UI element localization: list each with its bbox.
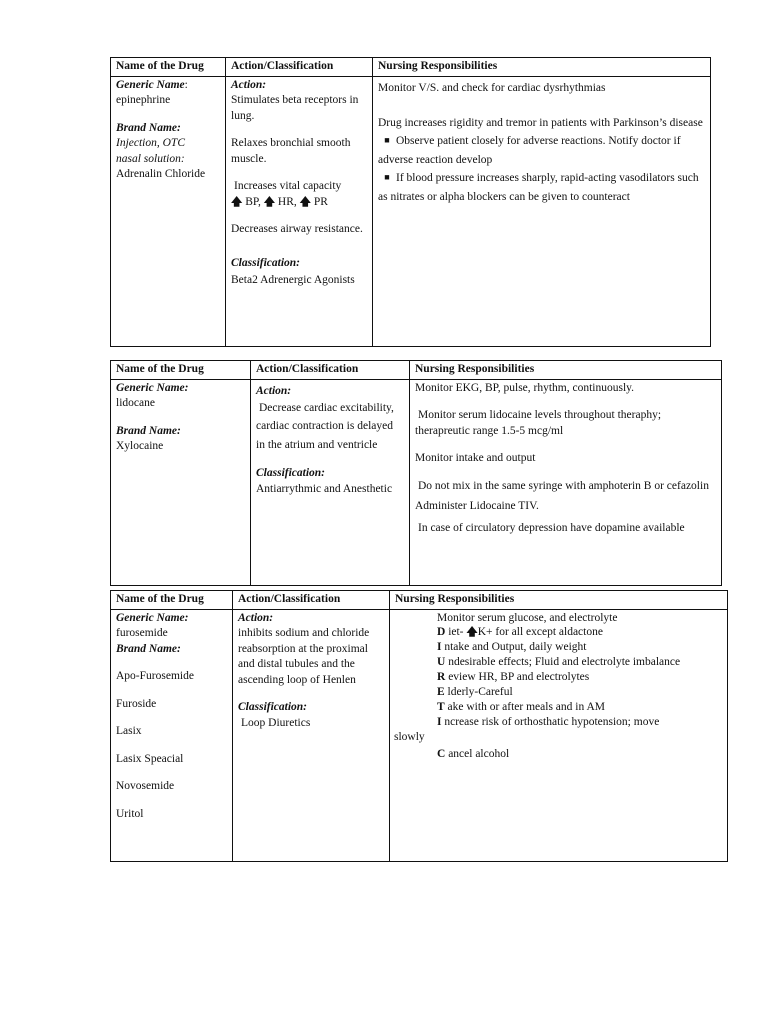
brand-name: Adrenalin Chloride xyxy=(116,168,206,181)
vitals-line xyxy=(231,195,367,211)
action-cell xyxy=(251,379,410,585)
vital-pr: PR xyxy=(313,195,328,208)
brand-name: Lasix Speacial xyxy=(116,752,184,765)
action-text: inhibits sodium and chloride reabsorption at the proximal and distal tubules and the ascending loop of Henlen xyxy=(238,627,370,686)
name-cell: Generic Name: epinephrine Brand Name: Injection, OTC nasal solution: Adrenalin Chloride xyxy=(111,76,226,346)
header-nursing: Nursing Responsibilities xyxy=(373,58,711,77)
generic-label: Generic Name xyxy=(116,78,185,91)
drug-row xyxy=(111,76,711,346)
classification-label: Classification: xyxy=(238,701,308,714)
nursing-cell xyxy=(390,609,728,861)
header-action: Action/Classification xyxy=(251,361,410,380)
brand-name: Lasix xyxy=(116,725,142,738)
nursing-item: Monitor V/S. and check for cardiac dysrhythmias xyxy=(378,81,606,94)
action-text-4: Decreases airway resistance. xyxy=(231,223,363,236)
classification-text: Antiarrythmic and Anesthetic xyxy=(256,482,393,495)
brand-name: Furoside xyxy=(116,697,157,710)
generic-name: epinephrine xyxy=(116,94,171,107)
action-cell xyxy=(233,609,390,861)
header-row xyxy=(111,591,728,610)
header-name: Name of the Drug xyxy=(111,58,226,77)
drug-table-epinephrine xyxy=(110,57,711,347)
nursing-item: In case of circulatory depression have dopamine available xyxy=(418,521,685,534)
classification-text: Loop Diuretics xyxy=(241,716,311,729)
up-arrow-icon: 🡅 xyxy=(231,194,243,208)
header-action: Action/Classification xyxy=(233,591,390,610)
nursing-cell xyxy=(410,379,722,585)
header-nursing: Nursing Responsibilities xyxy=(390,591,728,610)
header-action: Action/Classification xyxy=(226,58,373,77)
up-arrow-icon: 🡅 xyxy=(263,194,276,208)
mnemonic-item: R eview HR, BP and electrolytes xyxy=(437,671,590,684)
brand-name: Uritol xyxy=(116,807,144,820)
header-row xyxy=(111,58,711,77)
brand-name: Apo-Furosemide xyxy=(116,670,194,683)
drug-row xyxy=(111,379,722,585)
drug-row xyxy=(111,609,728,861)
brand-name: Xylocaine xyxy=(116,440,164,453)
up-arrow-icon: 🡅 xyxy=(466,625,478,639)
generic-name: lidocane xyxy=(116,397,155,410)
brand-label: Brand Name: xyxy=(116,642,181,655)
header-name: Name of the Drug xyxy=(111,591,233,610)
classification-label: Classification: xyxy=(231,256,301,269)
action-text-1: Stimulates beta receptors in lung. xyxy=(231,94,359,122)
mnemonic-item: I ntake and Output, daily weight xyxy=(437,641,587,654)
action-text-3: Increases vital capacity xyxy=(234,180,342,193)
brand-label: Brand Name: xyxy=(116,424,181,437)
bullet-icon: ■ xyxy=(384,135,390,146)
mnemonic-item: I ncrease risk of orthosthatic hypotension; move xyxy=(437,716,660,729)
mnemonic-item: C ancel alcohol xyxy=(437,747,510,760)
name-cell xyxy=(111,609,233,861)
generic-name: furosemide xyxy=(116,627,168,640)
action-label: Action: xyxy=(256,384,292,397)
mnemonic-item: T ake with or after meals and in AM xyxy=(437,701,605,714)
drug-table-lidocaine xyxy=(110,360,722,586)
nursing-item: Monitor serum lidocaine levels throughout theraphy; therapreutic range 1.5-5 mcg/ml xyxy=(415,409,662,437)
brand-name: Novosemide xyxy=(116,780,175,793)
vital-hr: HR, xyxy=(277,195,297,208)
drug-table-furosemide xyxy=(110,590,728,862)
nursing-item: Monitor intake and output xyxy=(415,452,536,465)
nursing-item: Monitor serum glucose, and electrolyte xyxy=(437,611,618,624)
header-row xyxy=(111,361,722,380)
nursing-cell xyxy=(373,76,711,346)
name-cell xyxy=(111,379,251,585)
bullet-icon: ■ xyxy=(384,172,390,183)
mnemonic-item: E lderly-Careful xyxy=(437,686,513,699)
classification-text: Beta2 Adrenergic Agonists xyxy=(231,274,355,287)
nursing-item: Administer Lidocaine TIV. xyxy=(415,500,539,513)
action-text-2: Relaxes bronchial smooth muscle. xyxy=(231,137,351,165)
nursing-item: Drug increases rigidity and tremor in patients with Parkinson’s disease xyxy=(378,117,703,130)
brand-desc-1: Injection, OTC xyxy=(116,137,185,150)
nursing-item: Monitor EKG, BP, pulse, rhythm, continuously. xyxy=(415,381,635,394)
nursing-bullet-item: ■ If blood pressure increases sharply, rapid-acting vasodilators such as nitrates or alpha blockers can be given to counteract xyxy=(378,172,699,203)
brand-desc-2: nasal solution: xyxy=(116,152,185,165)
classification-label: Classification: xyxy=(256,467,326,480)
mnemonic-item: U ndesirable effects; Fluid and electrolyte imbalance xyxy=(437,656,681,669)
nursing-item: Do not mix in the same syringe with amphoterin B or cefazolin xyxy=(418,479,709,492)
mnemonic-item: D iet- 🡅K+ for all except aldactone xyxy=(437,625,603,639)
generic-label: Generic Name: xyxy=(116,611,189,624)
mnemonic-wrap: slowly xyxy=(394,731,425,744)
vital-bp: BP, xyxy=(245,195,261,208)
action-label: Action: xyxy=(231,78,267,91)
action-text: Decrease cardiac excitability, cardiac contraction is delayed in the atrium and ventricle xyxy=(256,402,394,451)
header-nursing: Nursing Responsibilities xyxy=(410,361,722,380)
nursing-bullet-item: ■ Observe patient closely for adverse reactions. Notify doctor if adverse reaction develop xyxy=(378,135,681,166)
generic-label: Generic Name: xyxy=(116,381,189,394)
action-cell xyxy=(226,76,373,346)
action-label: Action: xyxy=(238,611,274,624)
header-name: Name of the Drug xyxy=(111,361,251,380)
brand-label: Brand Name: xyxy=(116,121,181,134)
up-arrow-icon: 🡅 xyxy=(299,194,311,208)
